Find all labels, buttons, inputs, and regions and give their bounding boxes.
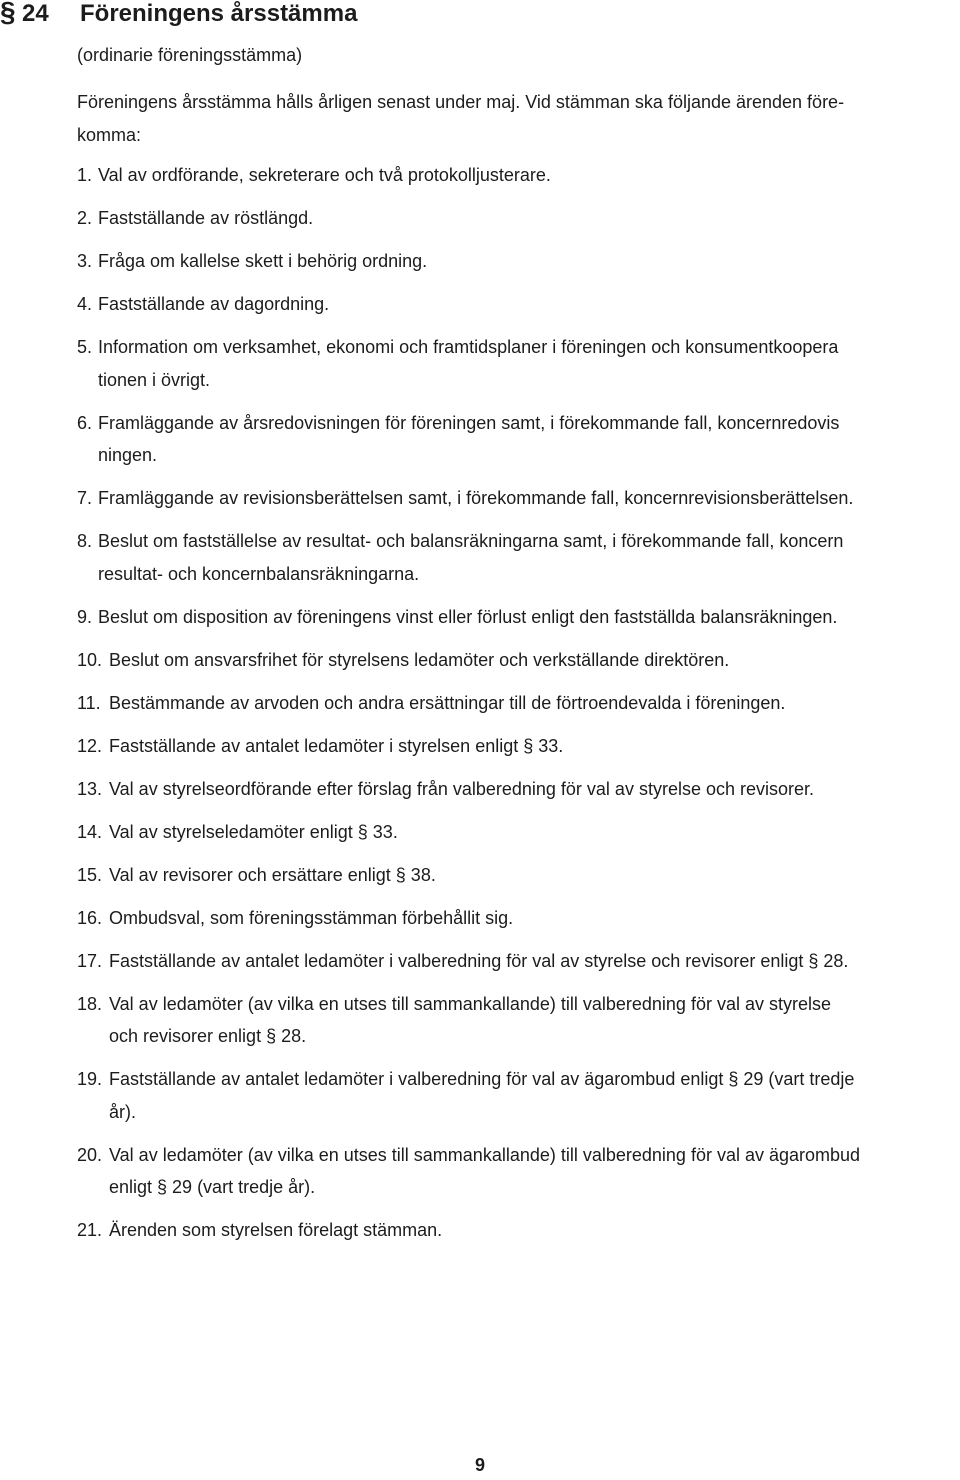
agenda-item-text (109, 687, 959, 720)
agenda-item-number: 15. (77, 864, 103, 885)
agenda-item-text (109, 859, 959, 892)
section-symbol: § (0, 0, 16, 27)
agenda-item (77, 859, 959, 892)
agenda-item-line: Val av revisorer och ersättare enligt § 38. (109, 864, 436, 885)
agenda-item (77, 945, 959, 978)
agenda-item-line: enligt § 29 (vart tredje år). (109, 1177, 316, 1197)
agenda-item-text (109, 1139, 959, 1204)
agenda-item-line: Fastställande av dagordning. (98, 294, 330, 314)
agenda-item-text (98, 331, 959, 396)
agenda-item-number: 19. (77, 1069, 103, 1089)
agenda-item-text (109, 988, 959, 1053)
agenda-item-text (98, 288, 959, 321)
agenda-item-number: 4. (77, 294, 93, 314)
intro-line: Föreningens årsstämma hålls årligen senast under maj. Vid stämman ska följande ärenden före- (77, 92, 845, 112)
section-subtitle: (ordinarie föreningsstämma) (77, 45, 303, 65)
agenda-item-text (98, 159, 959, 192)
intro-paragraph (77, 86, 957, 152)
agenda-item (77, 730, 959, 763)
agenda-item-line: Ärenden som styrelsen förelagt stämman. (109, 1220, 443, 1240)
agenda-item-line: Fastställande av antalet ledamöter i valberedning för val av styrelse och revisorer enligt § 28. (109, 950, 849, 971)
agenda-item-text (98, 601, 959, 634)
agenda-item-line: Val av styrelseledamöter enligt § 33. (109, 821, 398, 842)
agenda-item-text (109, 730, 959, 763)
page-number: 9 (474, 1455, 485, 1475)
agenda-item (77, 331, 959, 396)
agenda-item-line: Val av ledamöter (av vilka en utses till sammankallande) till valberedning för val av ägarombud (109, 1144, 861, 1165)
agenda-item (77, 482, 959, 515)
section-number: 24 (22, 0, 49, 27)
agenda-item (77, 601, 959, 634)
agenda-item-number: 12. (77, 735, 103, 756)
agenda-item-text (98, 407, 959, 472)
agenda-item-line: Fastställande av röstlängd. (98, 208, 314, 228)
agenda-item-text (109, 816, 959, 849)
agenda-item-number: 2. (77, 208, 93, 228)
agenda-item-line: Val av styrelseordförande efter förslag från valberedning för val av styrelse och revisorer. (109, 778, 815, 799)
agenda-item (77, 902, 959, 935)
agenda-item (77, 687, 959, 720)
agenda-item-number: 16. (77, 907, 103, 928)
agenda-item-number: 10. (77, 649, 103, 670)
agenda-item-number: 6. (77, 412, 93, 433)
agenda-item-line: Beslut om disposition av föreningens vinst eller förlust enligt den fastställda balansräkningen. (98, 606, 838, 627)
agenda-item-line: Val av ledamöter (av vilka en utses till sammankallande) till valberedning för val av styrelse (109, 993, 831, 1014)
agenda-item-line: Val av ordförande, sekreterare och två protokolljusterare. (98, 165, 551, 185)
agenda-item-line: Beslut om ansvarsfrihet för styrelsens ledamöter och verkställande direktören. (109, 649, 730, 670)
agenda-list (77, 159, 959, 1247)
agenda-item-line: Bestämmande av arvoden och andra ersättningar till de förtroendevalda i föreningen. (109, 692, 786, 713)
agenda-item (77, 159, 959, 192)
agenda-item-text (109, 644, 959, 677)
agenda-item (77, 1214, 959, 1247)
intro-line: komma: (77, 125, 142, 145)
agenda-item-number: 14. (77, 821, 103, 842)
agenda-item-line: Fråga om kallelse skett i behörig ordning. (98, 251, 428, 271)
agenda-item-line: Framläggande av revisionsberättelsen samt, i förekommande fall, koncernrevisionsberättelsen. (98, 488, 854, 508)
section-title: Föreningens årsstämma (80, 0, 358, 27)
agenda-item (77, 644, 959, 677)
agenda-item-number: 13. (77, 778, 103, 799)
agenda-item-text (109, 945, 959, 978)
agenda-item (77, 288, 959, 321)
agenda-item (77, 816, 959, 849)
agenda-item-line: Beslut om fastställelse av resultat- och balansräkningarna samt, i förekommande fall, koncern (98, 531, 844, 551)
agenda-item-number: 18. (77, 993, 103, 1014)
agenda-item-line: resultat- och koncernbalansräkningarna. (98, 563, 420, 584)
agenda-item-number: 5. (77, 337, 93, 357)
agenda-item-text (98, 482, 959, 515)
agenda-item-text (98, 525, 959, 590)
agenda-item (77, 202, 959, 235)
agenda-item-text (98, 245, 959, 278)
agenda-item-line: tionen i övrigt. (98, 369, 211, 390)
agenda-item-line: år). (109, 1101, 136, 1122)
agenda-item-line: Fastställande av antalet ledamöter i valberedning för val av ägarombud enligt § 29 (vart tredje (109, 1069, 855, 1089)
agenda-item-text (109, 1214, 959, 1247)
agenda-item (77, 988, 959, 1053)
agenda-item-number: 21. (77, 1220, 103, 1240)
agenda-item-number: 3. (77, 251, 93, 271)
agenda-item (77, 407, 959, 472)
section-heading (0, 0, 357, 34)
agenda-item-text (98, 202, 959, 235)
agenda-item-text (109, 1063, 959, 1128)
agenda-item-number: 11. (77, 692, 101, 713)
agenda-item-line: ningen. (98, 445, 158, 465)
agenda-item-line: och revisorer enligt § 28. (109, 1026, 307, 1046)
agenda-item (77, 525, 959, 590)
agenda-item-line: Framläggande av årsredovisningen för föreningen samt, i förekommande fall, koncernredovis (98, 412, 840, 433)
agenda-item-number: 8. (77, 531, 93, 551)
agenda-item (77, 1063, 959, 1128)
agenda-item-text (109, 773, 959, 806)
agenda-item-text (109, 902, 959, 935)
agenda-item-number: 9. (77, 606, 93, 627)
agenda-item-number: 20. (77, 1144, 103, 1165)
agenda-item (77, 1139, 959, 1204)
agenda-item-line: Fastställande av antalet ledamöter i styrelsen enligt § 33. (109, 735, 564, 756)
agenda-item-number: 1. (77, 165, 93, 185)
agenda-item-line: Ombudsval, som föreningsstämman förbehållit sig. (109, 907, 514, 928)
agenda-item-number: 7. (77, 488, 93, 508)
agenda-item-line: Information om verksamhet, ekonomi och framtidsplaner i föreningen och konsumentkoopera (98, 337, 839, 357)
agenda-item (77, 773, 959, 806)
agenda-item (77, 245, 959, 278)
agenda-item-number: 17. (77, 950, 103, 971)
